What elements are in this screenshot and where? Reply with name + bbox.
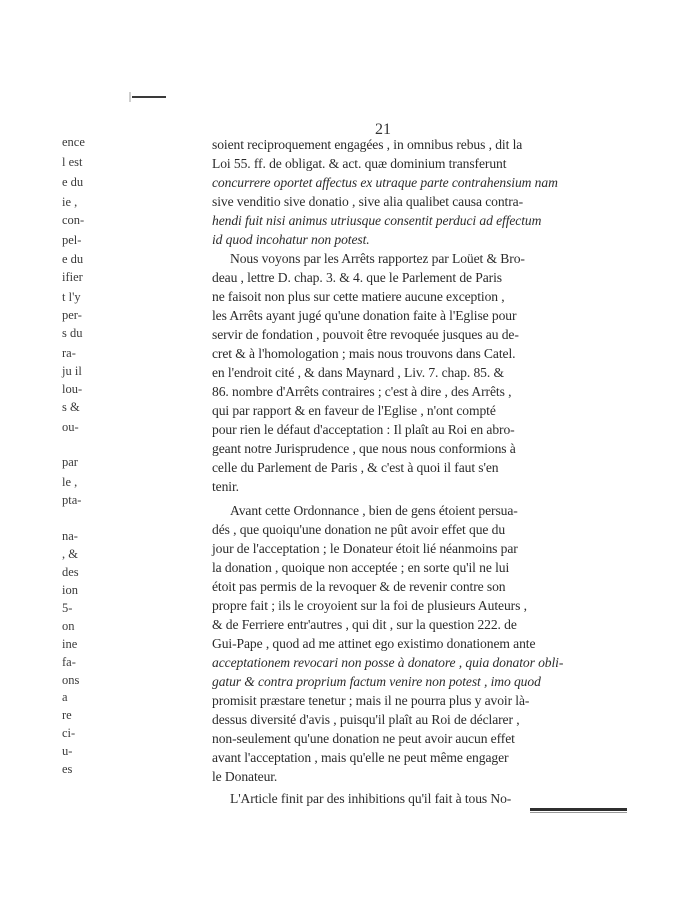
text-line: Gui-Pape , quod ad me attinet ego existimo donationem ante [212, 636, 536, 651]
text-line: L'Article finit par des inhibitions qu'il fait à tous No- [230, 791, 512, 806]
text-line: Loi 55. ff. de obligat. & act. quæ dominium transferunt [212, 156, 507, 171]
text-line: étoit pas permis de la revoquer & de revenir contre son [212, 579, 506, 594]
text-line: ne faisoit non plus sur cette matiere aucune exception , [212, 289, 505, 304]
text-line: tenir. [212, 479, 239, 494]
text-line: sive venditio sive donatio , sive alia qualibet causa contra- [212, 194, 523, 209]
page-number: 21 [375, 121, 391, 138]
margin-fragment: a [62, 690, 68, 704]
text-line: Nous voyons par les Arrêts rapportez par Loüet & Bro- [230, 251, 525, 266]
margin-fragment: fa- [62, 655, 76, 669]
text-line: les Arrêts ayant jugé qu'une donation faite à l'Eglise pour [212, 308, 517, 323]
text-line: dessus diversité d'avis , puisqu'il plaît au Roi de déclarer , [212, 712, 520, 727]
text-line: propre fait ; ils le croyoient sur la foi de plusieurs Auteurs , [212, 598, 527, 613]
margin-fragment: ine [62, 637, 78, 651]
margin-fragment: lou- [62, 382, 83, 396]
margin-fragment: ra- [62, 346, 76, 360]
margin-fragment: ju il [62, 364, 82, 378]
text-line: soient reciproquement engagées , in omnibus rebus , dit la [212, 137, 523, 152]
margin-fragment: ie , [62, 195, 78, 209]
text-line: celle du Parlement de Paris , & c'est à quoi il faut s'en [212, 460, 499, 475]
text-line: pour rien le défaut d'acceptation : Il plaît au Roi en abro- [212, 422, 515, 437]
margin-fragment: ci- [62, 726, 76, 740]
text-line: en l'endroit cité , & dans Maynard , Liv. 7. chap. 85. & [212, 365, 504, 380]
text-line: jour de l'acceptation ; le Donateur étoit lié néanmoins par [212, 541, 518, 556]
margin-fragment: e du [62, 175, 84, 189]
margin-fragment: s & [62, 400, 80, 414]
margin-fragment: on [62, 619, 75, 633]
margin-fragment: ence [62, 135, 85, 149]
margin-fragment: u- [62, 744, 73, 758]
margin-fragment: per- [62, 308, 82, 322]
text-line: geant notre Jurisprudence , que nous nous conformions à [212, 441, 516, 456]
margin-fragment: pta- [62, 493, 82, 507]
text-line: avant l'acceptation , mais qu'elle ne peut même engager [212, 750, 509, 765]
margin-fragment: s du [62, 326, 83, 340]
margin-fragment: t l'y [62, 290, 81, 304]
text-line: dés , que quoiqu'une donation ne pût avoir effet que du [212, 522, 506, 537]
text-line: deau , lettre D. chap. 3. & 4. que le Parlement de Paris [212, 270, 502, 285]
text-line: servir de fondation , pouvoit être revoquée jusques au de- [212, 327, 519, 342]
text-line: le Donateur. [212, 769, 278, 784]
text-line: hendi fuit nisi animus utriusque consentit perduci ad effectum [212, 213, 542, 228]
text-line: cret & à l'homologation ; mais nous trouvons dans Catel. [212, 346, 516, 361]
margin-fragment: e du [62, 252, 84, 266]
text-line: qui par rapport & en faveur de l'Eglise , n'ont compté [212, 403, 496, 418]
margin-fragment: con- [62, 213, 85, 227]
margin-fragment: , & [62, 547, 78, 561]
margin-fragment: 5- [62, 601, 73, 615]
text-line: & de Ferriere entr'autres , qui dit , sur la question 222. de [212, 617, 517, 632]
text-line: acceptationem revocari non posse à donatore , quia donator obli- [212, 655, 564, 670]
text-line: promisit præstare tenetur ; mais il ne pourra plus y avoir là- [212, 693, 530, 708]
margin-fragment: par [62, 455, 78, 469]
margin-fragment: ons [62, 673, 80, 687]
text-line: 86. nombre d'Arrêts contraires ; c'est à dire , des Arrêts , [212, 384, 512, 399]
text-line: gatur & contra proprium factum venire non potest , imo quod [212, 674, 541, 689]
margin-fragment: pel- [62, 233, 82, 247]
margin-fragment: le , [62, 475, 78, 489]
text-line: concurrere oportet affectus ex utraque parte contrahensium nam [212, 175, 558, 190]
text-line: la donation , quoique non acceptée ; en sorte qu'il ne lui [212, 560, 510, 575]
margin-fragment: re [62, 708, 72, 722]
text-line: id quod incohatur non potest. [212, 232, 370, 247]
margin-fragment: na- [62, 529, 78, 543]
margin-fragment: l est [62, 155, 83, 169]
text-line: Avant cette Ordonnance , bien de gens étoient persua- [230, 503, 518, 518]
text-line: non-seulement qu'une donation ne peut avoir aucun effet [212, 731, 515, 746]
margin-fragment: ion [62, 583, 78, 597]
margin-fragment: es [62, 762, 73, 776]
margin-fragment: ou- [62, 420, 79, 434]
bottom-rule [530, 808, 627, 811]
top-rule [132, 96, 166, 98]
margin-fragment: des [62, 565, 79, 579]
margin-fragment: ifier [62, 270, 83, 284]
